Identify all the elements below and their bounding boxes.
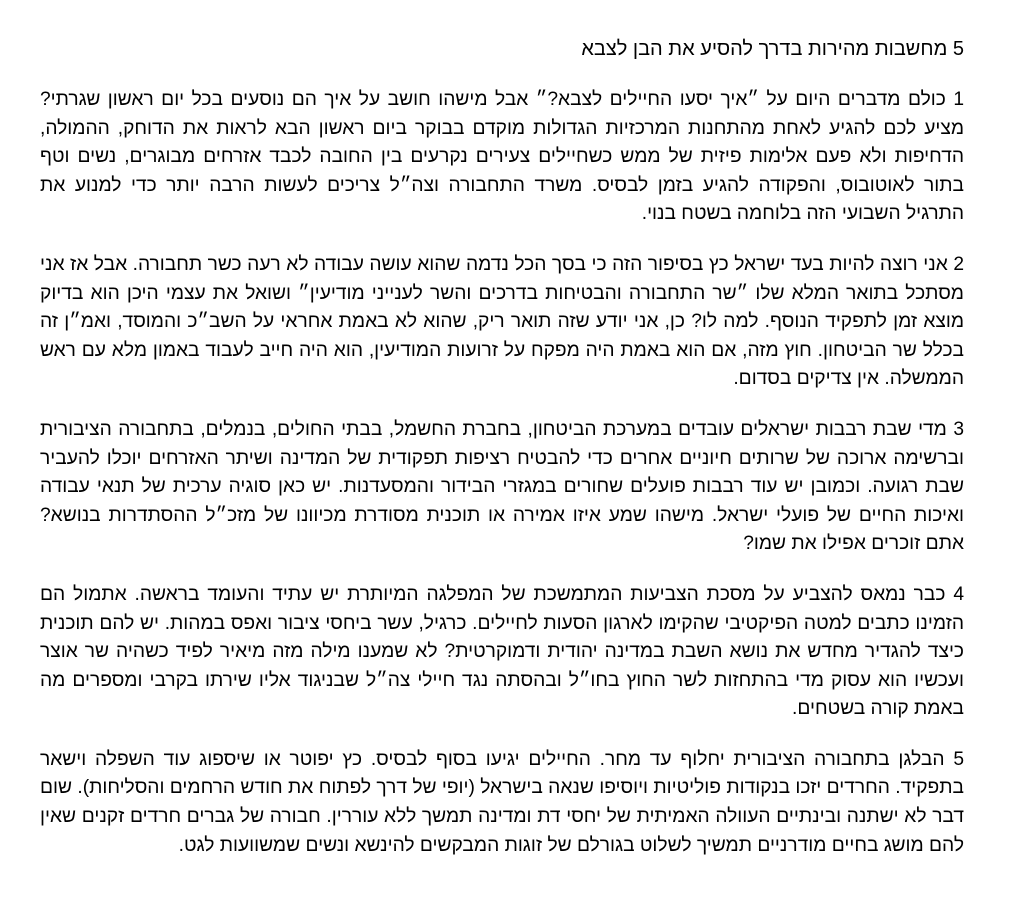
paragraph-1: 1 כולם מדברים היום על ״איך יסעו החיילים לצבא?״ אבל מישהו חושב על איך הם נוסעים בכל יום ראשון שגרתי? מציע לכם להגיע לאחת מהתחנות המרכזיות הגדולות מוקדם בבוקר ביום ראשון הבא לראות את הדוחק, ההמולה, הדחיפות ולא פעם אלימות פיזית של ממש כשחיילים צעירים נקרעים בין החובה לכבד אזרחים מבוגרים, נשים וטף בתור לאוטובוס, והפקודה להגיע בזמן לבסיס. משרד התחבורה וצה״ל צריכים לעשות הרבה יותר כדי למנוע את התרגיל השבועי הזה בלוחמה בשטח בנוי.: [40, 89, 964, 225]
document-page: [40, 34, 964, 882]
document-title: 5 מחשבות מהירות בדרך להסיע את הבן לצבא: [581, 38, 964, 60]
paragraph-2: 2 אני רוצה להיות בעד ישראל כץ בסיפור הזה כי בסך הכל נדמה שהוא עושה עבודה לא רעה כשר תחבורה. אבל אז אני מסתכל בתואר המלא שלו ״שר התחבורה והבטיחות בדרכים והשר לענייני מודיעין״ ושואל את עצמי היכן הוא בדיוק מוצא זמן לתפקיד הנוסף. למה לו? כן, אני יודע שזה תואר ריק, שהוא לא באמת אחראי על השב״כ והמוסד, ואמ״ן זה בכלל שר הביטחון. חוץ מזה, אם הוא באמת היה מפקח על זרועות המודיעין, הוא היה חייב לעבוד באמון מלא עם ראש הממשלה. אין צדיקים בסדום.: [40, 253, 964, 390]
paragraph-4: 4 כבר נמאס להצביע על מסכת הצביעות המתמשכת של המפלגה המיותרת יש עתיד והעומד בראשה. אתמול הם הזמינו כתבים למטה הפיקטיבי שהקימו לארגון הסעות לחיילים. כרגיל, עשר ביחסי ציבור ואפס במהות. יש להם תוכנית כיצד להגדיר מחדש את נושא השבת במדינה יהודית ודמוקרטית? לא שמענו מילה מזה מיאיר לפיד כשהיה שר אוצר ועכשיו הוא עסוק מדי בהתחזות לשר החוץ בחו״ל ובהסתה נגד חיילי צה״ל שבניגוד אליו שירתו בקרבי ומספרים מה באמת קורה בשטחים.: [40, 583, 964, 720]
paragraph-5: 5 הבלגן בתחבורה הציבורית יחלוף עד מחר. החיילים יגיעו בסוף לבסיס. כץ יפוטר או שיספוג עוד השפלה וישאר בתפקיד. החרדים יזכו בנקודות פוליטיות ויוסיפו שנאה בישראל (יופי של דרך לפתוח את חודש הרחמים והסליחות). שום דבר לא ישתנה ובינתיים העוולה האמיתית של יחסי דת ומדינה תמשך ללא עוררין. חבורה של גברים חרדים זקנים שאין להם מושג בחיים מודרניים תמשיך לשלוט בגורלם של זוגות המבקשים להינשא ונשים שמשוועות לגט.: [40, 748, 964, 856]
paragraph-3: 3 מדי שבת רבבות ישראלים עובדים במערכת הביטחון, בחברת החשמל, בבתי החולים, בנמלים, בתחבורה הציבורית וברשימה ארוכה של שרותים חיוניים אחרים כדי להבטיח רציפות תפקודית של המדינה ושיתר האזרחים יוכלו להעביר שבת רגועה. וכמובן יש עוד רבבות פועלים שחורים במגזרי הבידור והמסעדנות. יש כאן סוגיה ערכית של תנאי עבודה ואיכות החיים של פועלי ישראל. מישהו שמע איזו אמירה או תוכנית מסודרת מכיוונו של מזכ״ל ההסתדרות בנושא? אתם זוכרים אפילו את שמו?: [40, 418, 964, 555]
